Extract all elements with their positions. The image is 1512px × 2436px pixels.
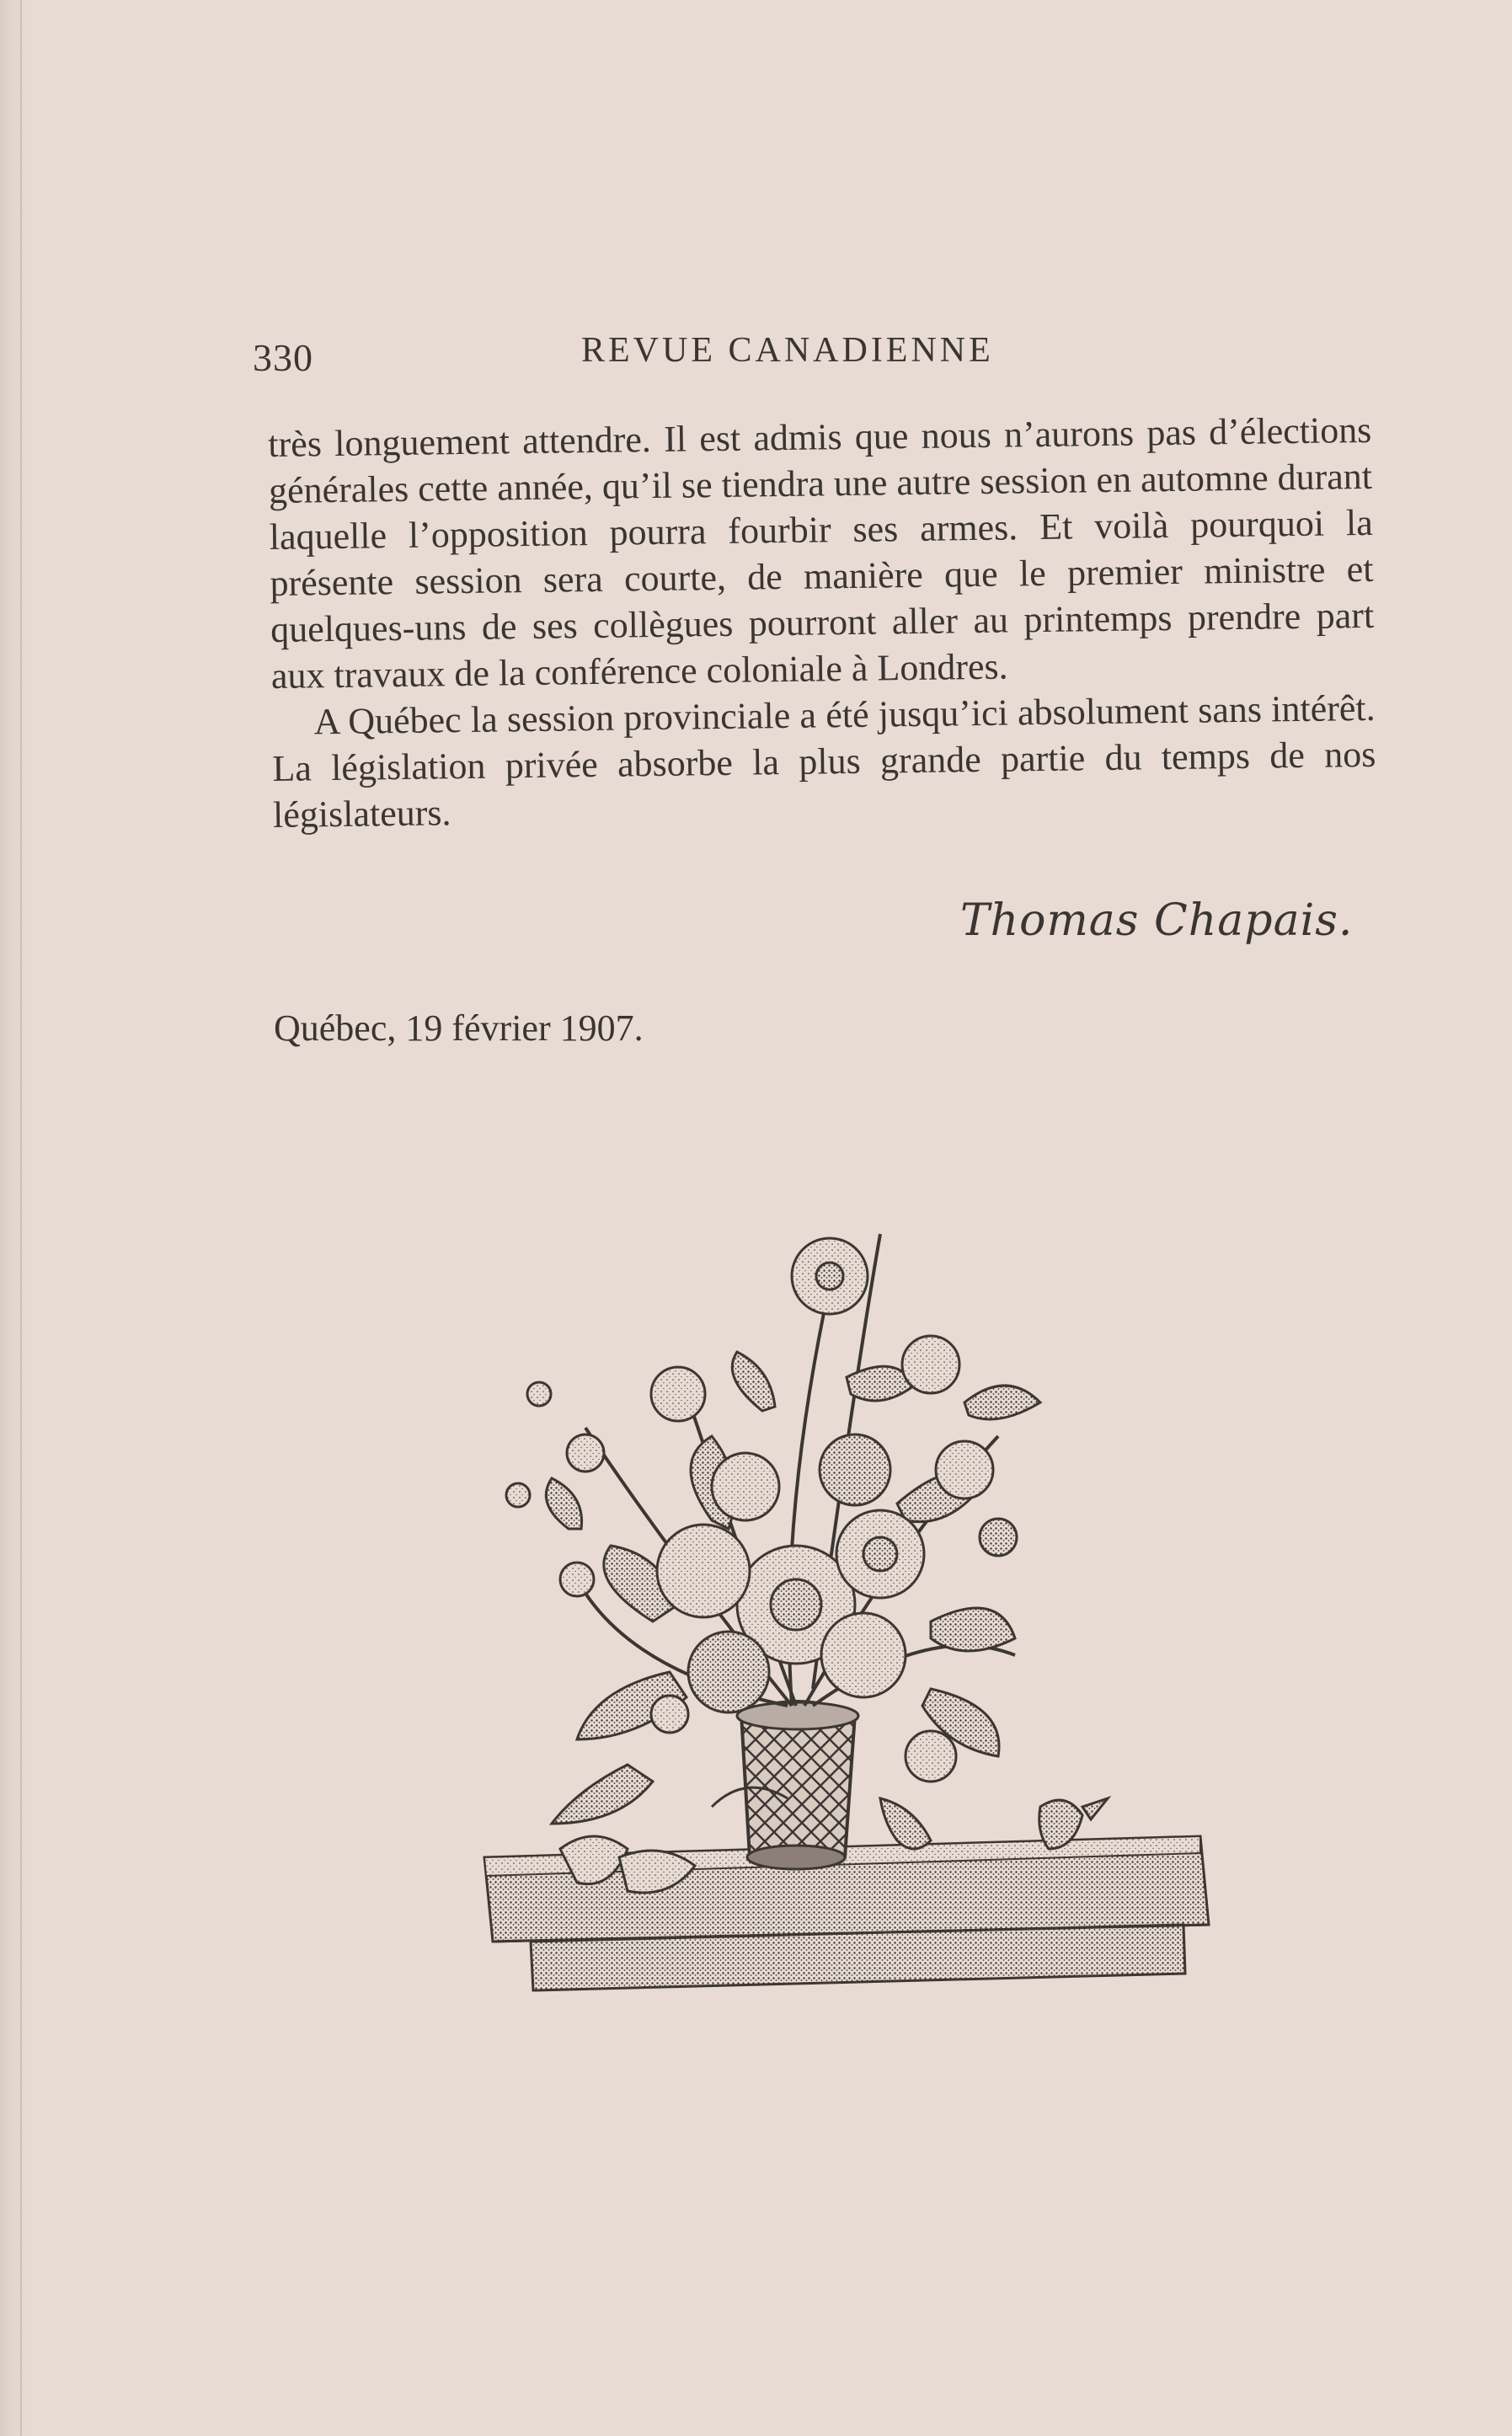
- basket: [737, 1701, 858, 1869]
- running-title: REVUE CANADIENNE: [581, 331, 994, 370]
- page-number: 330: [253, 336, 313, 379]
- author-signature: Thomas Chapais.: [960, 895, 1354, 946]
- dateline: Québec, 19 février 1907.: [274, 1007, 644, 1049]
- paragraph-1: très longuement attendre. Il est admis que nous n’aurons pas d’élections générales cette année, qu’il se tiendra une autre session en automne durant laquelle l’opposition pourra fourbir ses armes. Et voilà pourquoi la présente session sera courte, de manière que le premier ministre et quelques-uns de ses collègues pourront aller au printemps prendre part aux travaux de la conférence coloniale à Londres.: [268, 409, 1375, 697]
- flower-basket-svg: [459, 1183, 1226, 1992]
- page-header: [253, 330, 1373, 389]
- body-text: [268, 407, 1376, 838]
- paragraph-2: A Québec la session provinciale a été jusqu’ici absolument sans intérêt. La législation privée absorbe la plus grande partie du temps de nos législateurs.: [272, 686, 1376, 836]
- flower-basket-illustration: [459, 1183, 1226, 1992]
- page-edge: [0, 0, 35, 2436]
